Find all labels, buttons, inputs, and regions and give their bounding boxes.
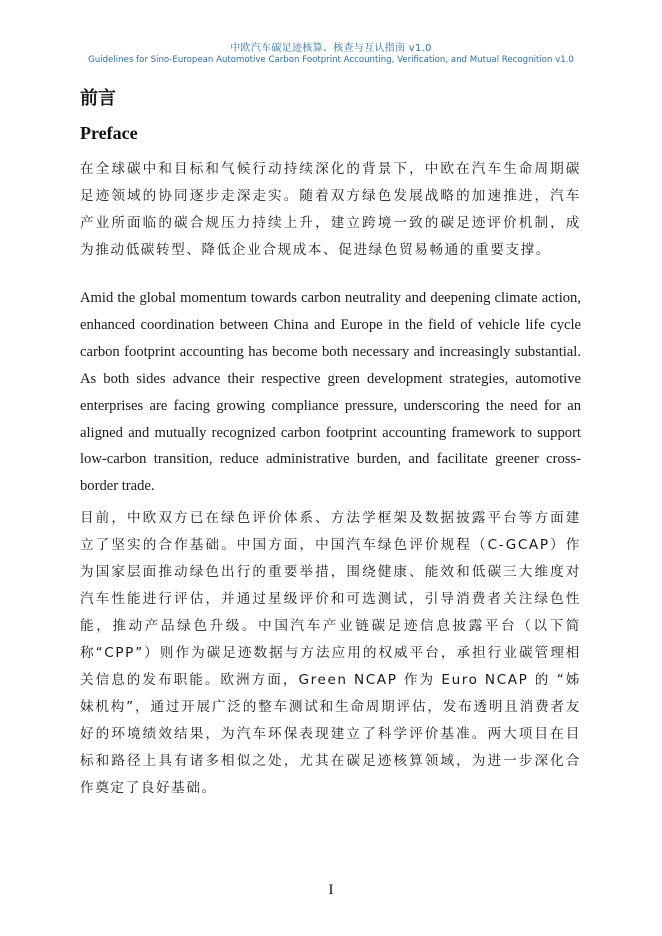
paragraph-chinese-1: 在全球碳中和目标和气候行动持续深化的背景下，中欧在汽车生命周期碳足迹领域的协同逐步走深走实。随着双方绿色发展战略的加速推进，汽车产业所面临的碳合规压力持续上升，建立跨境一致的碳足迹评价机制，成为推动低碳转型、降低企业合规成本、促进绿色贸易畅通的重要支撑。 [80,161,581,258]
paragraph-chinese-2: 目前，中欧双方已在绿色评价体系、方法学框架及数据披露平台等方面建立了坚实的合作基础。中国方面，中国汽车绿色评价规程（C-GCAP）作为国家层面推动绿色出行的重要举措，围绕健康、能效和低碳三大维度对汽车性能进行评估，并通过星级评价和可选测试，引导消费者关注绿色性能，推动产品绿色升级。中国汽车产业链碳足迹信息披露平台（以下简称“CPP”）则作为碳足迹数据与方法应用的权威平台，承担行业碳管理相关信息的发布职能。欧洲方面，Green NCAP 作为 Euro NCAP 的 “姊妹机构”，通过开展广泛的整车测试和生命周期评估，发布透明且消费者友好的环境绩效结果，为汽车环保表现建立了科学评价基准。两大项目在目标和路径上具有诸多相似之处，尤其在碳足迹核算领域，为进一步深化合作奠定了良好基础。 [80,510,581,796]
running-header-english: Guidelines for Sino-European Automotive Carbon Footprint Accounting, Verification, and Mutual Recognition v1.0 [88,55,574,65]
section-title-english: Preface [80,123,138,143]
page-number: I [328,882,334,898]
running-header-chinese: 中欧汽车碳足迹核算、核查与互认指南 v1.0 [230,43,432,54]
paragraph-english-1: Amid the global momentum towards carbon neutrality and deepening climate action, enhanced coordination between China and Europe in the field of vehicle life cycle carbon footprint accounting has become both necessary and increasingly substantial. As both sides advance their respective green development strategies, automotive enterprises are facing growing compliance pressure, underscoring the need for an aligned and mutually recognized carbon footprint accounting framework to support low-carbon transition, reduce administrative burden, and facilitate greener cross-border trade. [80,290,581,495]
section-title-chinese: 前言 [80,88,116,109]
